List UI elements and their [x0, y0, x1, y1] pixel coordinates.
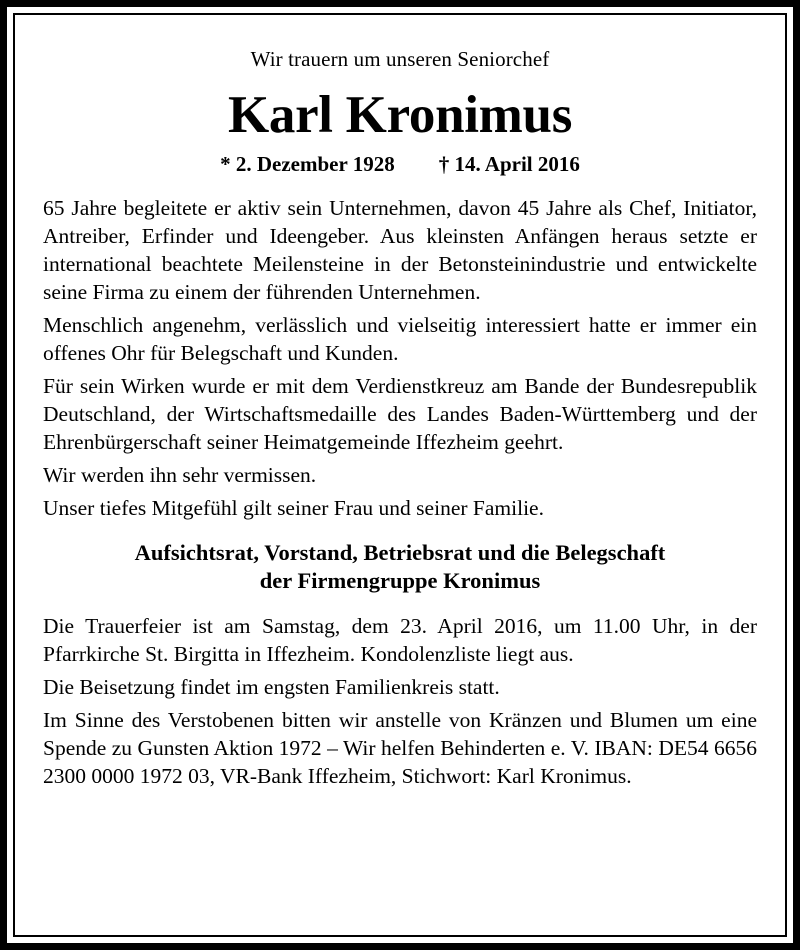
birth-date-group: [220, 152, 395, 176]
funeral-service-paragraph: Die Trauerfeier ist am Samstag, dem 23. April 2016, um 11.00 Uhr, in der Pfarrkirche St. Birgitta in Iffezheim. Kondolenzliste liegt aus.: [43, 614, 757, 667]
deceased-name: Karl Kronimus: [227, 86, 573, 145]
signatory-block: [43, 539, 757, 595]
tribute-paragraph: Für sein Wirken wurde er mit dem Verdienstkreuz am Bande der Bundesrepublik Deutschland, der Wirtschaftsmedaille des Landes Baden-Württemberg und der Ehrenbürgerschaft seiner Heimatgemeinde Iffezheim geehrt.: [43, 374, 757, 455]
life-dates: [43, 152, 757, 177]
signatory-line: der Firmengruppe Kronimus: [259, 568, 541, 594]
tribute-paragraph: Wir werden ihn sehr vermissen.: [43, 463, 317, 488]
mourning-intro-text: Wir trauern um unseren Seniorchef: [250, 47, 550, 71]
asterisk-birth-icon: *: [220, 151, 231, 176]
death-date: 14. April 2016: [454, 151, 580, 176]
funeral-details: [43, 612, 757, 790]
cross-death-icon: †: [438, 151, 450, 176]
burial-paragraph: Die Beisetzung findet im engsten Familienkreis statt.: [43, 675, 500, 700]
donation-paragraph: Im Sinne des Verstobenen bitten wir anstelle von Kränzen und Blumen um eine Spende zu Gunsten Aktion 1972 – Wir helfen Behinderten e. V. IBAN: DE54 6656 2300 0000 1972 03, VR-Bank Iffezheim, Stichwort: Karl Kronimus.: [43, 708, 757, 789]
obituary-notice-inner-frame: [13, 13, 787, 937]
obituary-header: [43, 47, 757, 177]
birth-date: 2. Dezember 1928: [235, 151, 395, 176]
tribute-paragraph: Menschlich angenehm, verlässlich und vielseitig interessiert hatte er immer ein offenes Ohr für Belegschaft und Kunden.: [43, 313, 757, 366]
tribute-paragraph: Unser tiefes Mitgefühl gilt seiner Frau und seiner Familie.: [43, 496, 544, 521]
obituary-body: [43, 194, 757, 523]
signatory-line: Aufsichtsrat, Vorstand, Betriebsrat und die Belegschaft: [134, 540, 666, 566]
tribute-paragraph: 65 Jahre begleitete er aktiv sein Unternehmen, davon 45 Jahre als Chef, Initiator, Antreiber, Erfinder und Ideengeber. Aus kleinsten Anfängen heraus setzte er international beachtete Meilensteine in der Betonsteinindustrie und entwickelte seine Firma zu einem der führenden Unternehmen.: [43, 195, 757, 304]
death-date-group: [439, 152, 580, 176]
